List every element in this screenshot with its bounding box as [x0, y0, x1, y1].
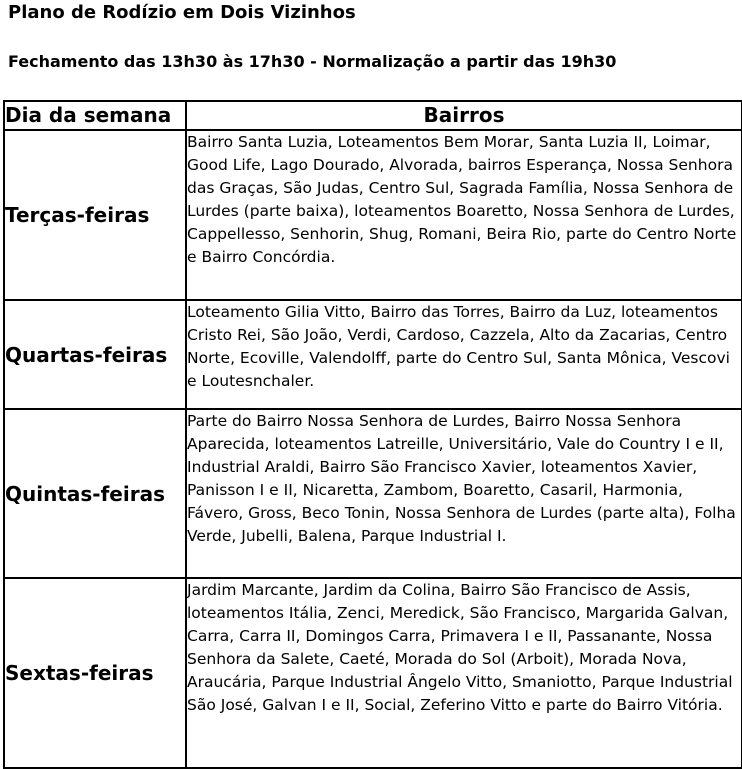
bairros-cell: Loteamento Gilia Vitto, Bairro das Torres, Bairro da Luz, loteamentos Cristo Rei, São João, Verdi, Cardoso, Cazzela, Alto da Zacarias, Centro Norte, Ecoville, Valendolff, parte do Centro Sul, Santa Mônica, Vescovi e Loutesnchaler.	[186, 300, 742, 409]
page-subtitle: Fechamento das 13h30 às 17h30 - Normalização a partir das 19h30	[8, 52, 617, 71]
table-row	[4, 300, 742, 409]
schedule-table	[3, 100, 742, 769]
table-row	[4, 409, 742, 578]
page-title: Plano de Rodízio em Dois Vizinhos	[8, 2, 356, 23]
table-header-row	[4, 101, 742, 130]
column-header-bairros: Bairros	[186, 101, 742, 130]
column-header-day: Dia da semana	[4, 101, 186, 130]
day-cell: Quintas-feiras	[4, 409, 186, 578]
day-cell: Terças-feiras	[4, 130, 186, 300]
bairros-cell: Jardim Marcante, Jardim da Colina, Bairro São Francisco de Assis, loteamentos Itália, Zenci, Meredick, São Francisco, Margarida Galvan, Carra, Carra II, Domingos Carra, Primavera I e II, Passanante, Nossa Senhora da Salete, Caeté, Morada do Sol (Arboit), Morada Nova, Araucária, Parque Industrial Ângelo Vitto, Smaniotto, Parque Industrial São José, Galvan I e II, Social, Zeferino Vitto e parte do Bairro Vitória.	[186, 578, 742, 768]
table-row	[4, 578, 742, 768]
day-cell: Sextas-feiras	[4, 578, 186, 768]
table-row	[4, 130, 742, 300]
bairros-cell: Bairro Santa Luzia, Loteamentos Bem Morar, Santa Luzia II, Loimar, Good Life, Lago Dourado, Alvorada, bairros Esperança, Nossa Senhora das Graças, São Judas, Centro Sul, Sagrada Família, Nossa Senhora de Lurdes (parte baixa), loteamentos Boaretto, Nossa Senhora de Lurdes, Cappellesso, Senhorin, Shug, Romani, Beira Rio, parte do Centro Norte e Bairro Concórdia.	[186, 130, 742, 300]
day-cell: Quartas-feiras	[4, 300, 186, 409]
bairros-cell: Parte do Bairro Nossa Senhora de Lurdes, Bairro Nossa Senhora Aparecida, loteamentos Latreille, Universitário, Vale do Country I e II, Industrial Araldi, Bairro São Francisco Xavier, loteamentos Xavier, Panisson I e II, Nicaretta, Zambom, Boaretto, Casaril, Harmonia, Fávero, Gross, Beco Tonin, Nossa Senhora de Lurdes (parte alta), Folha Verde, Jubelli, Balena, Parque Industrial I.	[186, 409, 742, 578]
